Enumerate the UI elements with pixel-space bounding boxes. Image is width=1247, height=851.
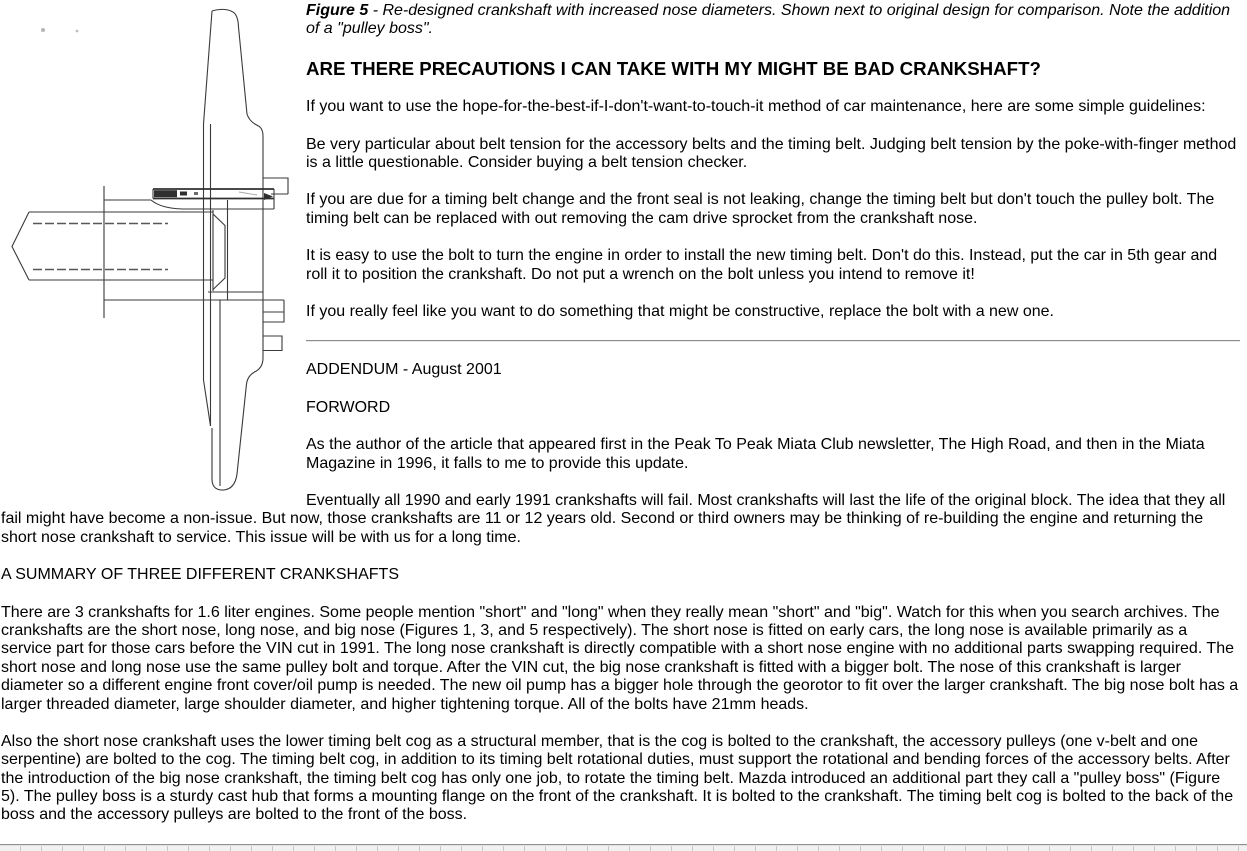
- figure-caption-label: Figure 5: [306, 2, 369, 19]
- scan-smudge: [41, 28, 45, 32]
- summary-paragraph-2: Also the short nose crankshaft uses the lower timing belt cog as a structural member, that is the cog is bolted to the crankshaft, the accessory pulleys (one v-belt and one serpentine) are bolted to the cog. The timing belt cog, in addition to its timing belt rotational duties, must support the rotational and bending forces of the accessory belts. After the introduction of the big nose crankshaft, the timing belt cog has only one job, to rotate the timing belt. Mazda introduced an additional part they call a "pulley boss" (Figure 5). The pulley boss is a sturdy cast hub that forms a mounting flange on the front of the crankshaft. It is bolted to the crankshaft. The timing belt cog is bolted to the back of the boss and the accessory pulleys are bolted to the front of the boss.: [1, 732, 1234, 824]
- addendum-paragraph-1: As the author of the article that appeared first in the Peak To Peak Miata Club newsletter, The High Road, and then in the Miata Magazine in 1996, it falls to me to provide this update.: [306, 436, 1205, 472]
- summary-heading: A SUMMARY OF THREE DIFFERENT CRANKSHAFTS: [1, 566, 399, 584]
- section-divider: [306, 340, 1240, 342]
- addendum-paragraph-2: Eventually all 1990 and early 1991 crankshafts will fail. Most crankshafts will last the life of the original block. The idea that they all fail might have become a non-issue. But now, those crankshafts are 11 or 12 years old. Second or third owners may be thinking of re-building the engine and returning the short nose crankshaft to service. This issue will be with us for a long time.: [1, 491, 1226, 546]
- crankshaft-cross-section-drawing: [1, 2, 306, 502]
- precautions-heading: ARE THERE PRECAUTIONS I CAN TAKE WITH MY MIGHT BE BAD CRANKSHAFT?: [306, 57, 1041, 79]
- precautions-paragraph-1: If you want to use the hope-for-the-best-if-I-don't-want-to-touch-it method of car maintenance, here are some simple guidelines:: [306, 98, 1206, 116]
- scan-smudge: [76, 30, 79, 33]
- precautions-paragraph-4: It is easy to use the bolt to turn the engine in order to install the new timing belt. Don't do this. Instead, put the car in 5th gear and roll it to position the crankshaft. Do not put a wrench on the bolt unless you intend to remove it!: [306, 247, 1218, 283]
- figure5-drawing: [1, 2, 306, 502]
- next-figure-top-edge: [0, 844, 1247, 851]
- summary-paragraph-1: There are 3 crankshafts for 1.6 liter engines. Some people mention "short" and "long" when they really mean "short" and "big". Watch for this when you search archives. The crankshafts are the short nose, long nose, and big nose (Figures 1, 3, and 5 respectively). The short nose is fitted on early cars, the long nose is available primarily as a service part for those cars before the VIN cut in 1991. The long nose crankshaft is directly compatible with a short nose engine with no additional parts swapping required. The short nose and long nose use the same pulley bolt and torque. After the VIN cut, the big nose crankshaft is fitted with a bigger bolt. The nose of this crankshaft is larger diameter so a different engine front cover/oil pump is needed. The new oil pump has a bigger hole through the georotor to fit over the larger crankshaft. The big nose bolt has a larger threaded diameter, large shoulder diameter, and higher tightening torque. All of the bolts have 21mm heads.: [1, 603, 1239, 713]
- addendum-title: ADDENDUM - August 2001: [306, 361, 502, 379]
- hub-lines: [104, 186, 284, 318]
- crank-web-bottom: [204, 300, 264, 490]
- timing-cog-bar: [153, 189, 274, 209]
- precautions-paragraph-2: Be very particular about belt tension for the accessory belts and the timing belt. Judging belt tension by the poke-with-finger method is a little questionable. Consider buying a belt tension checker.: [306, 135, 1237, 172]
- figure-caption-text: - Re-designed crankshaft with increased nose diameters. Shown next to original design for comparison. Note the addition of a "pulley boss".: [306, 2, 1231, 38]
- pulley-bolt: [12, 200, 228, 300]
- pulley-boss: [263, 178, 288, 351]
- forword-heading: FORWORD: [306, 398, 391, 416]
- precautions-paragraph-3: If you are due for a timing belt change and the front seal is not leaking, change the timing belt but don't touch the pulley bolt. The timing belt can be replaced with out removing the cam drive sprocket from the crankshaft nose.: [306, 191, 1215, 227]
- precautions-paragraph-5: If you really feel like you want to do something that might be constructive, replace the bolt with a new one.: [306, 303, 1054, 321]
- crank-web-top: [204, 9, 264, 426]
